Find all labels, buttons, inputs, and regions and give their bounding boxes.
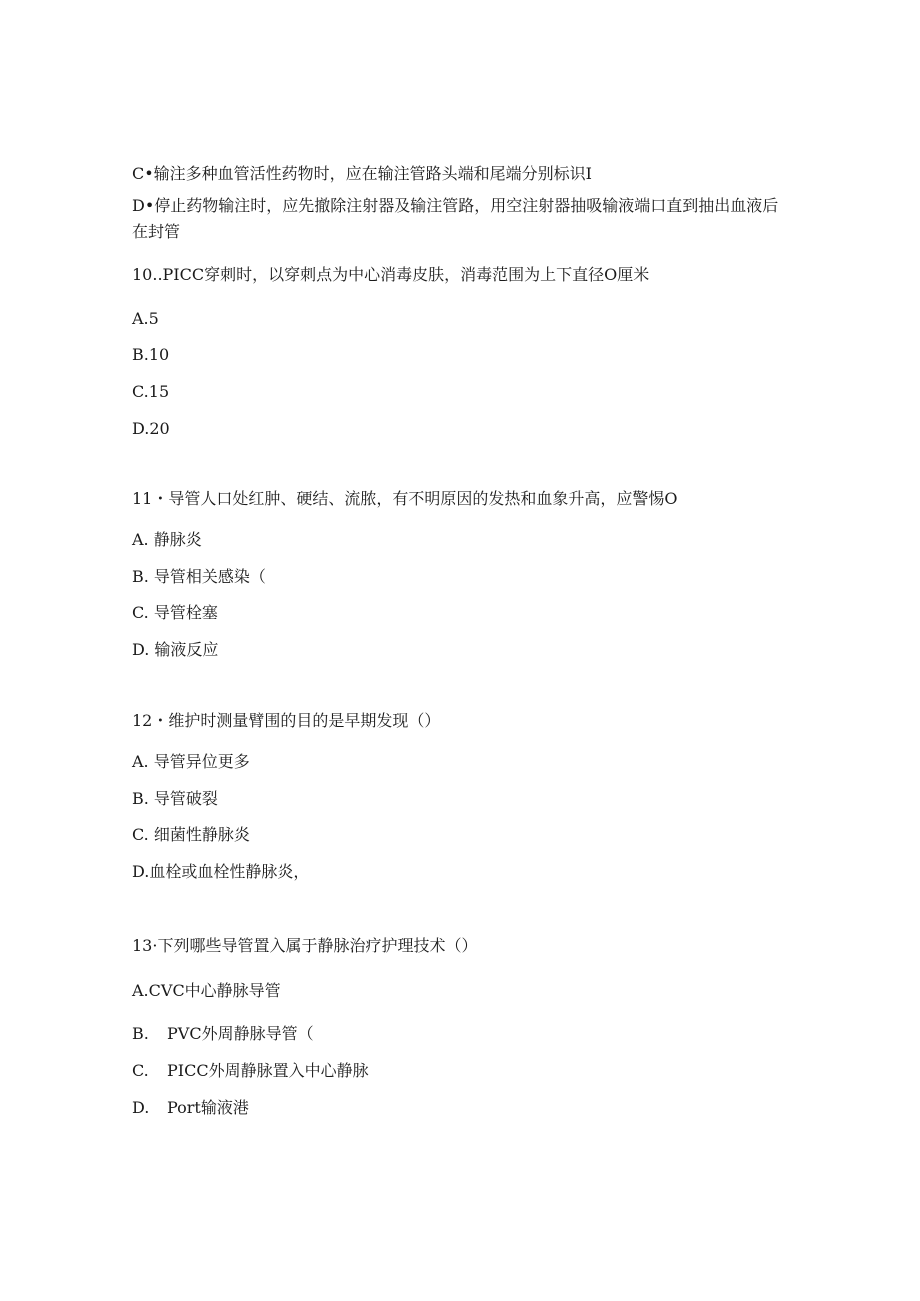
question-12-stem: 12・维护时测量臂围的目的是早期发现（） <box>132 711 441 730</box>
question-13-option-d <box>132 1097 249 1119</box>
option-text: Port输液港 <box>167 1098 249 1117</box>
question-11-option-c: C. 导管栓塞 <box>132 603 218 622</box>
question-12-option-c: C. 细菌性静脉炎 <box>132 825 250 844</box>
question-11-option-a: A. 静脉炎 <box>132 530 202 549</box>
question-11-option-b: B. 导管相关感染（ <box>132 567 266 586</box>
prev-option-d: D•停止药物输注时，应先撤除注射器及输注管路，用空注射器抽吸输液端口直到抽出血液后在封管 <box>132 196 779 241</box>
option-label: C. <box>132 1061 149 1080</box>
question-12-option-b: B. 导管破裂 <box>132 789 218 808</box>
question-13-option-b <box>132 1023 314 1045</box>
option-label: D. <box>132 1098 150 1117</box>
question-11-stem: 11・导管人口处红肿、硬结、流脓，有不明原因的发热和血象升高，应警惕O <box>132 489 678 508</box>
option-text: PICC外周静脉置入中心静脉 <box>167 1061 369 1080</box>
question-12-option-d: D.血栓或血栓性静脉炎， <box>132 862 310 881</box>
prev-option-c: C•输注多种血管活性药物时，应在输注管路头端和尾端分别标识I <box>132 164 593 183</box>
option-text: PVC外周静脉导管（ <box>167 1024 314 1043</box>
question-10-option-a: A.5 <box>132 309 159 328</box>
question-10-option-d: D.20 <box>132 419 170 438</box>
question-13-stem: 13·下列哪些导管置入属于静脉治疗护理技术（） <box>132 936 478 955</box>
option-label: B. <box>132 1024 149 1043</box>
question-10-option-b: B.10 <box>132 345 170 364</box>
question-12-option-a: A. 导管异位更多 <box>132 752 250 771</box>
question-11-option-d: D. 输液反应 <box>132 640 219 659</box>
question-10-stem: 10..PICC穿刺时，以穿刺点为中心消毒皮肤，消毒范围为上下直径O厘米 <box>132 265 650 284</box>
question-13-option-a: A.CVC中心静脉导管 <box>132 981 281 1000</box>
question-13-option-c <box>132 1060 369 1082</box>
question-10-option-c: C.15 <box>132 382 170 401</box>
